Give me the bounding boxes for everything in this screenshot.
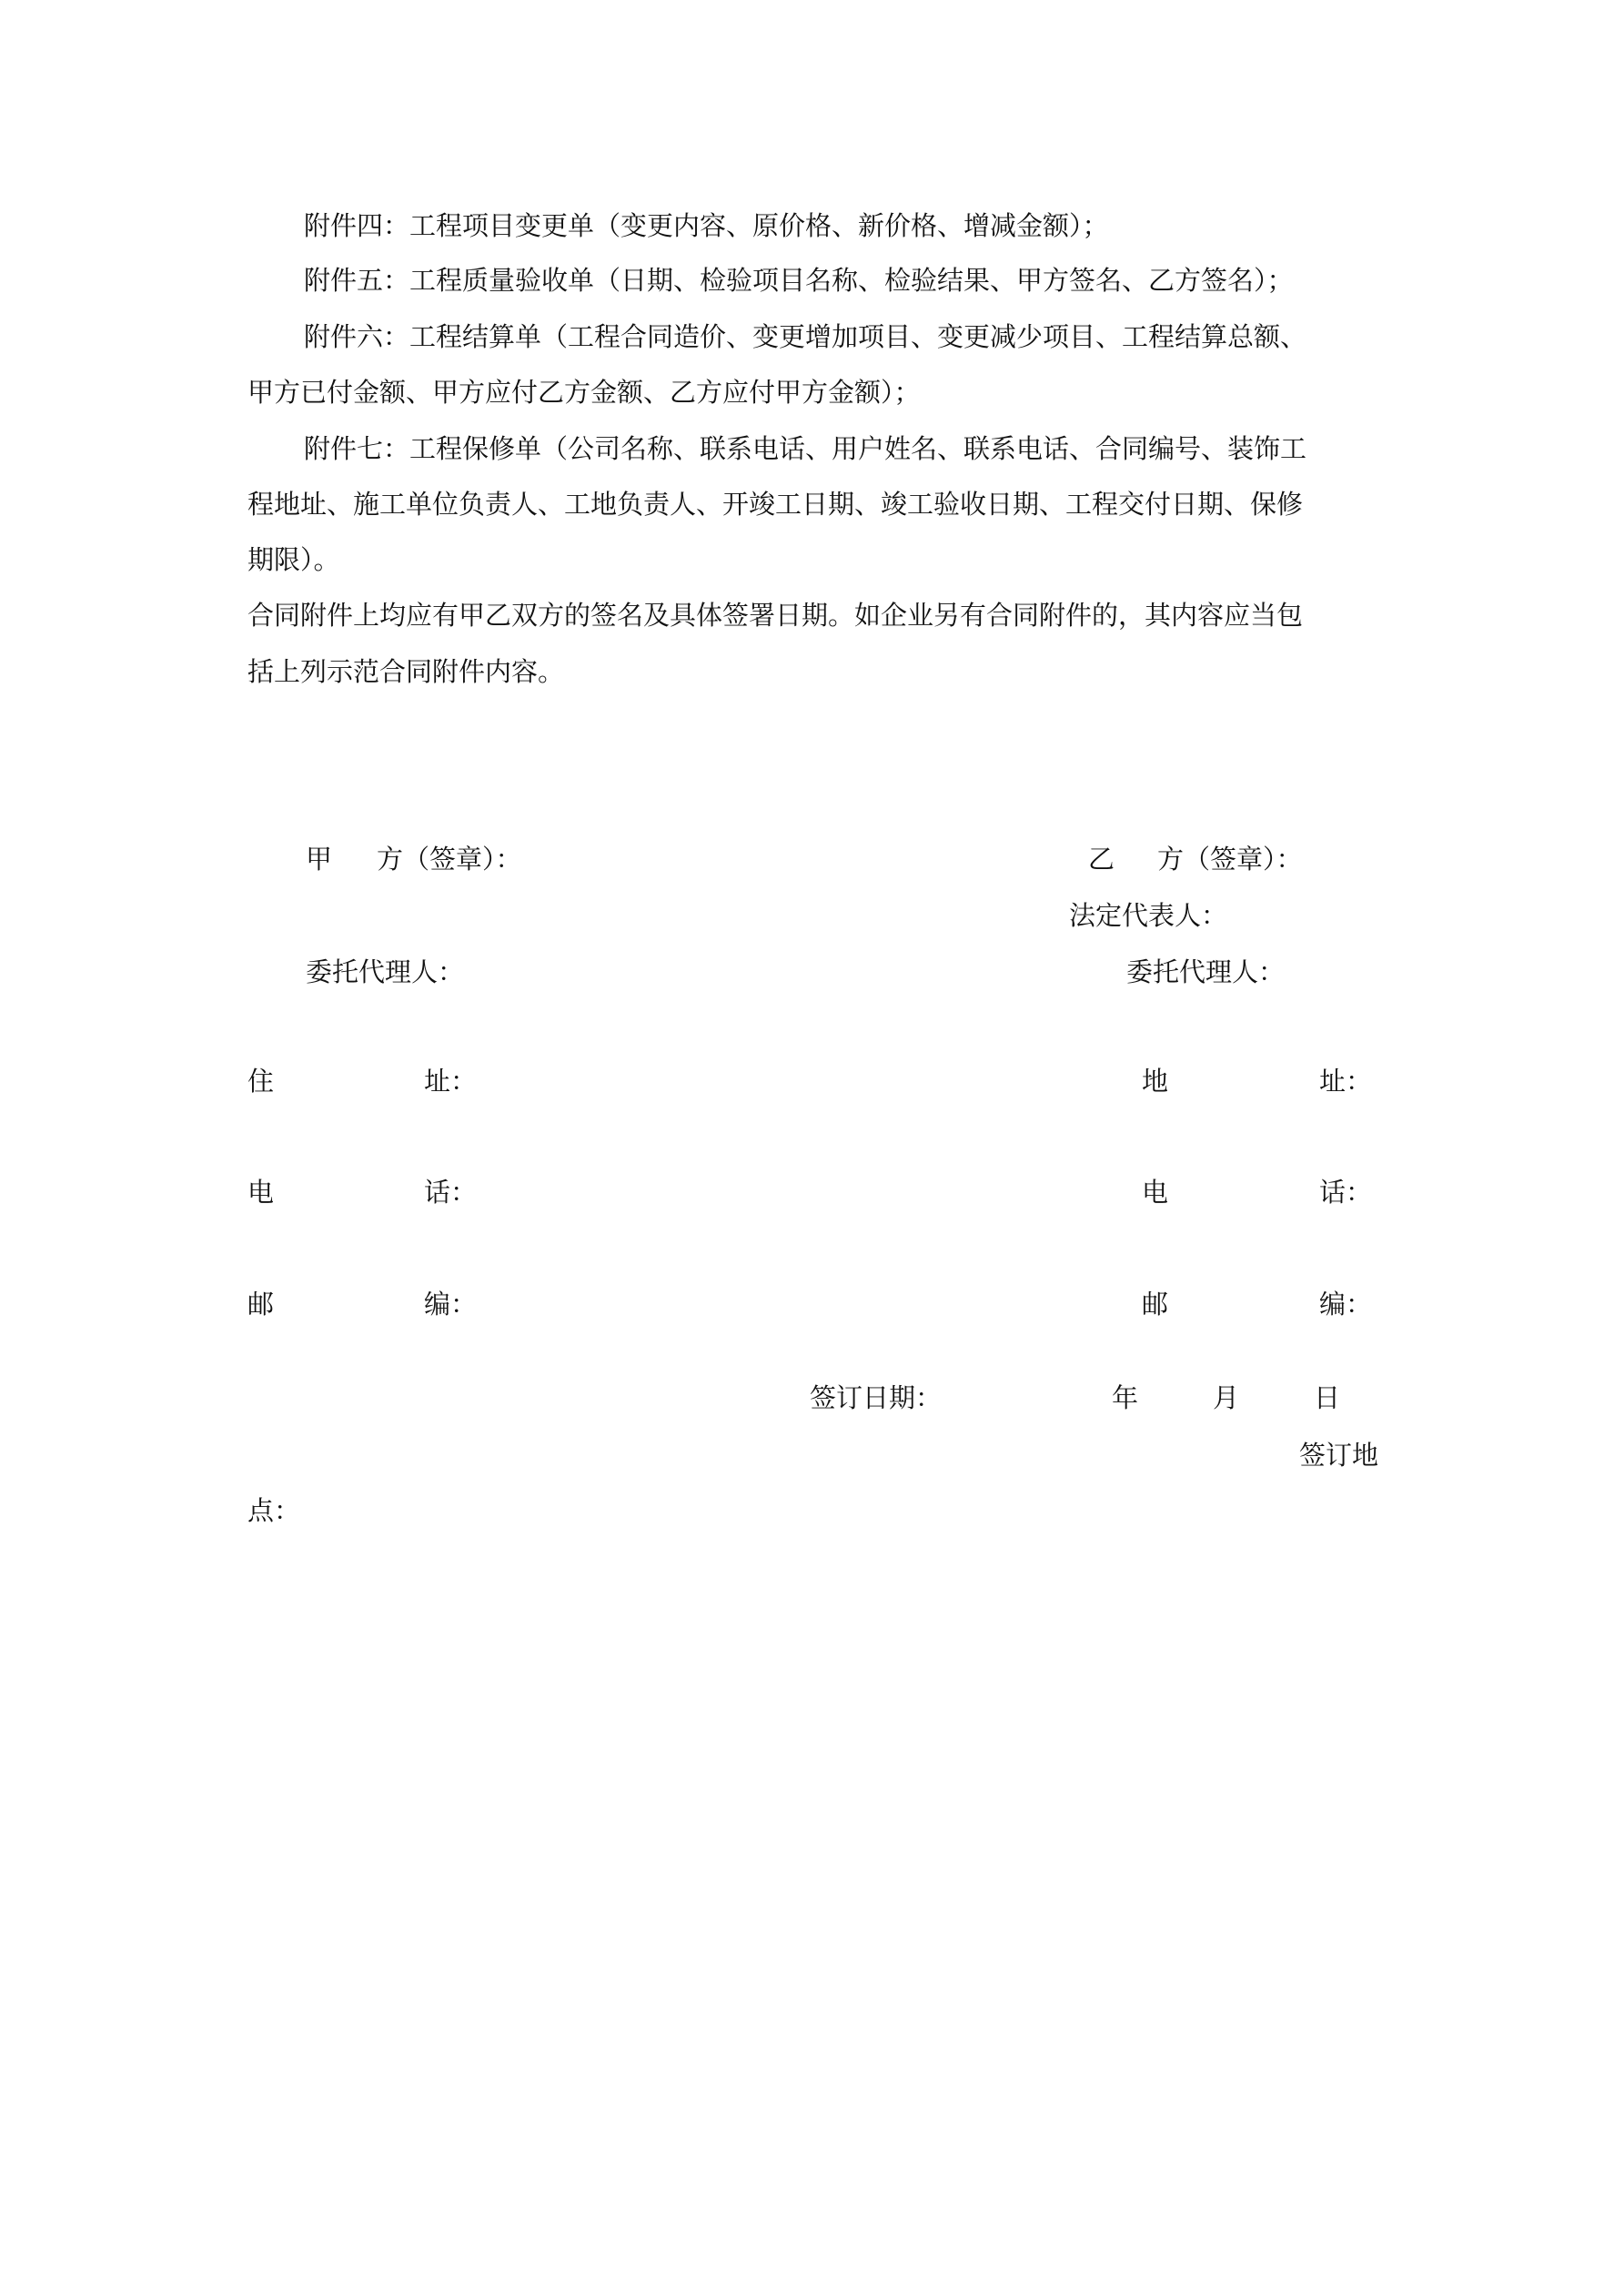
attachment-note-line-2: 括上列示范合同附件内容。 [247,656,565,687]
party-b-agent-label: 委托代理人： [1126,956,1286,987]
sign-place-label-line-1: 签订地 [1299,1440,1379,1471]
party-b-seal-label: 方（签章）： [1157,844,1303,875]
attachment-7-line-3: 期限）。 [247,544,340,575]
party-a-char: 甲 [306,844,333,875]
attachment-note-line-1: 合同附件上均应有甲乙双方的签名及具体签署日期。如企业另有合同附件的，其内容应当包 [247,600,1304,631]
sign-date-month: 月 [1213,1382,1240,1413]
party-a-postcode-label: 邮 编： [247,1289,477,1320]
sign-date-day: 日 [1314,1382,1341,1413]
party-b-phone-label: 电 话： [1142,1177,1372,1208]
attachment-7-line-2: 程地址、施工单位负责人、工地负责人、开竣工日期、竣工验收日期、工程交付日期、保修 [247,489,1304,520]
party-a-phone-label: 电 话： [247,1177,477,1208]
party-b-char: 乙 [1088,844,1115,875]
party-b-legal-rep-label: 法定代表人： [1069,900,1228,931]
sign-date-year: 年 [1112,1382,1139,1413]
party-a-address-label: 住 址： [247,1066,477,1097]
attachment-6-line-1: 附件六：工程结算单（工程合同造价、变更增加项目、变更减少项目、工程结算总额、 [304,321,1307,352]
attachment-6-line-2: 甲方已付金额、甲方应付乙方金额、乙方应付甲方金额）； [247,377,921,408]
party-b-postcode-label: 邮 编： [1142,1289,1372,1320]
attachment-4: 附件四：工程项目变更单（变更内容、原价格、新价格、增减金额）； [304,210,1109,241]
sign-date-label: 签订日期： [810,1382,943,1413]
party-b-address-label: 地 址： [1142,1066,1372,1097]
party-a-seal-label: 方（签章）： [377,844,522,875]
party-a-agent-label: 委托代理人： [306,956,465,987]
attachment-7-line-1: 附件七：工程保修单（公司名称、联系电话、用户姓名、联系电话、合同编号、装饰工 [304,433,1307,464]
attachment-5: 附件五：工程质量验收单（日期、检验项目名称、检验结果、甲方签名、乙方签名）； [304,265,1294,296]
sign-place-label-line-2: 点： [247,1495,301,1526]
